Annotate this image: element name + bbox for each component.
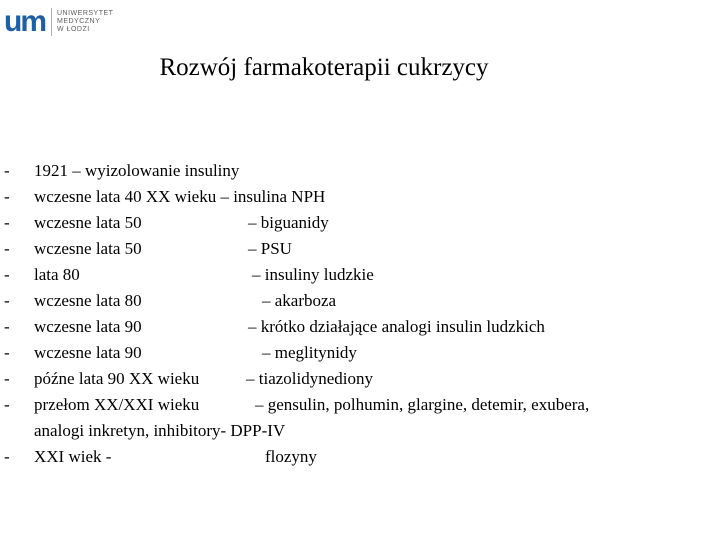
item-drug: – insuliny ludzkie <box>252 265 374 284</box>
item-drug: – tiazolidynediony <box>246 369 374 388</box>
list-item <box>4 340 589 366</box>
bullet-dash: - <box>4 395 10 414</box>
item-period: lata 80 <box>34 265 80 284</box>
item-period: przełom XX/XXI wieku <box>34 395 200 414</box>
bullet-dash: - <box>4 343 10 362</box>
item-drug: – meglitynidy <box>262 343 357 362</box>
item-drug: – PSU <box>248 239 292 258</box>
bullet-dash: - <box>4 317 10 336</box>
list-item <box>4 288 589 314</box>
list-item <box>4 262 589 288</box>
list-item <box>4 366 589 392</box>
list-item <box>4 158 589 184</box>
list-item <box>4 314 589 340</box>
list-item-continuation <box>4 418 589 444</box>
item-period: wczesne lata 80 <box>34 291 142 310</box>
logo-line-3: W ŁODZI <box>57 26 90 33</box>
item-period: wczesne lata 90 <box>34 317 142 336</box>
item-period: wczesne lata 50 <box>34 213 142 232</box>
university-logo <box>4 6 113 38</box>
item-drug: – akarboza <box>262 291 337 310</box>
bullet-dash: - <box>4 239 10 258</box>
timeline-list <box>4 158 589 470</box>
bullet-dash: - <box>4 265 10 284</box>
item-period: XXI wiek - <box>34 447 112 466</box>
item-period: wczesne lata 40 XX wieku – insulina NPH <box>34 187 326 206</box>
item-continuation: analogi inkretyn, inhibitory- DPP-IV <box>34 421 286 440</box>
list-item <box>4 184 589 210</box>
bullet-dash: - <box>4 291 10 310</box>
slide-title: Rozwój farmakoterapii cukrzycy <box>159 54 489 81</box>
list-item <box>4 392 589 418</box>
item-drug: – krótko działające analogi insulin ludzkich <box>248 317 545 336</box>
bullet-dash: - <box>4 161 10 180</box>
item-drug: – biguanidy <box>248 213 329 232</box>
item-period: wczesne lata 50 <box>34 239 142 258</box>
item-period: 1921 – wyizolowanie insuliny <box>34 161 240 180</box>
bullet-dash: - <box>4 369 10 388</box>
item-period: późne lata 90 XX wieku <box>34 369 200 388</box>
logo-mark: um <box>4 5 45 38</box>
item-drug: – gensulin, polhumin, glargine, detemir, exubera, <box>255 395 590 414</box>
logo-line-1: UNIWERSYTET <box>57 10 114 17</box>
list-item <box>4 444 589 470</box>
list-item <box>4 210 589 236</box>
logo-line-2: MEDYCZNY <box>57 18 101 25</box>
bullet-dash: - <box>4 213 10 232</box>
logo-divider <box>51 8 52 36</box>
bullet-dash: - <box>4 187 10 206</box>
logo-text <box>57 10 113 34</box>
bullet-dash: - <box>4 447 10 466</box>
item-drug: flozyny <box>265 447 317 466</box>
list-item <box>4 236 589 262</box>
item-period: wczesne lata 90 <box>34 343 142 362</box>
